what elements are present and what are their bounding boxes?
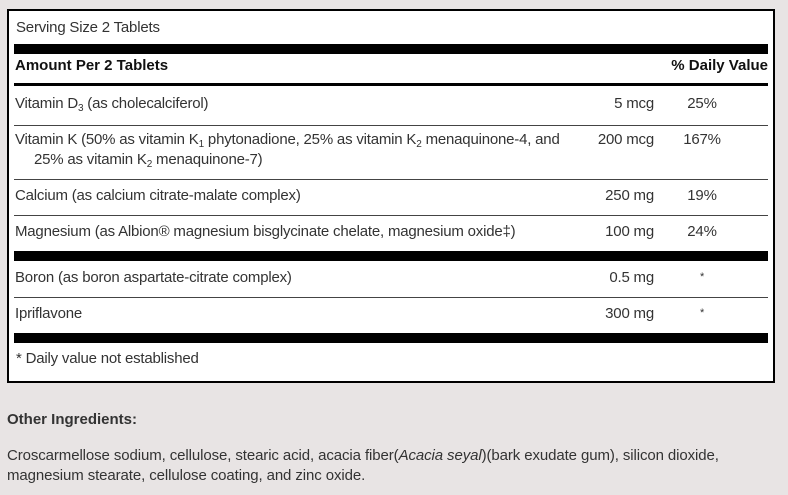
other-ingredients-title: Other Ingredients: bbox=[7, 411, 138, 428]
other-ingredients-text: Croscarmellose sodium, cellulose, stearic acid, acacia fiber(Acacia seyal)(bark exudate gum), silicon dioxide, magnesium stearate, cellulose coating, and zinc oxide. bbox=[7, 447, 719, 484]
amount-per-label: Amount Per 2 Tablets bbox=[15, 57, 169, 74]
nutrient-amount: 5 mcg bbox=[614, 95, 654, 112]
row-divider bbox=[14, 179, 768, 180]
nutrient-dv: 167% bbox=[683, 131, 721, 148]
row-divider bbox=[14, 297, 768, 298]
footnote: * Daily value not established bbox=[16, 350, 199, 367]
thick-divider bbox=[14, 251, 768, 261]
nutrient-dv: 25% bbox=[687, 95, 717, 112]
nutrient-name: Vitamin $D_3$ (as cholecalciferol) bbox=[15, 95, 209, 114]
row-divider bbox=[14, 215, 768, 216]
thick-divider bbox=[14, 44, 768, 54]
serving-size: Serving Size 2 Tablets bbox=[16, 19, 160, 36]
supplement-facts-panel bbox=[7, 9, 775, 383]
nutrient-dv: 19% bbox=[687, 187, 717, 204]
nutrient-name: Ipriflavone bbox=[15, 305, 83, 322]
nutrient-amount: 200 mcg bbox=[597, 131, 654, 148]
nutrient-amount: 250 mg bbox=[605, 187, 654, 204]
nutrient-name: Vitamin K (50% as vitamin $K_1$ phytonadione, 25% as vitamin $K_2$ menaquinone-4, and 25% as vitamin $K_2$ menaquinone-7) bbox=[15, 131, 560, 170]
nutrient-amount: 0.5 mg bbox=[609, 269, 654, 286]
row-divider bbox=[14, 125, 768, 126]
nutrient-amount: 100 mg bbox=[605, 223, 654, 240]
header-divider bbox=[14, 83, 768, 86]
nutrient-dv: * bbox=[699, 307, 705, 319]
thick-divider bbox=[14, 333, 768, 343]
nutrient-name: Boron (as boron aspartate-citrate complex) bbox=[15, 269, 292, 286]
daily-value-label: % Daily Value bbox=[671, 57, 768, 74]
nutrient-name: Magnesium (as Albion® magnesium bisglycinate chelate, magnesium oxide‡) bbox=[15, 223, 516, 240]
nutrient-dv: * bbox=[699, 271, 705, 283]
nutrient-dv: 24% bbox=[687, 223, 717, 240]
nutrient-name: Calcium (as calcium citrate-malate complex) bbox=[15, 187, 301, 204]
nutrient-amount: 300 mg bbox=[605, 305, 654, 322]
